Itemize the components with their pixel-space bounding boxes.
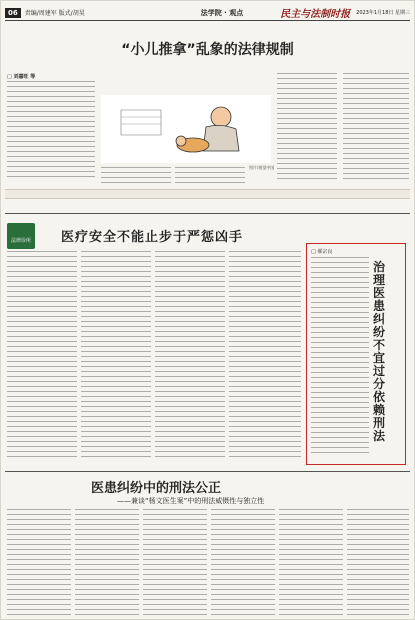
article3-text-col3: [143, 509, 207, 615]
article1-title: “小儿推拿”乱象的法律规制: [121, 42, 294, 58]
column-logo: 法律诊所: [7, 223, 35, 249]
article3-text-col5: [279, 509, 343, 615]
article1-text-col4: [277, 73, 337, 183]
article3-subtitle: ——兼谈“杨文医生案”中的刑法威慑性与独立性: [117, 497, 265, 505]
issue-date: 2023年1月18日 星期三: [356, 10, 410, 16]
article3-title: 医患纠纷中的刑法公正: [91, 481, 222, 496]
article2-title: 医疗安全不能止步于严惩凶手: [61, 230, 244, 245]
divider-2: [5, 471, 410, 472]
article3-text-col2: [75, 509, 139, 615]
article2-text-col3: [155, 251, 225, 461]
article3-text-col1: [7, 509, 71, 615]
article3-text-col4: [211, 509, 275, 615]
article1-text-col1: [7, 81, 95, 181]
article1-text-col2: [101, 167, 171, 183]
sidebar-author: □ 郝宗良: [311, 249, 333, 255]
article3-text-col6: [347, 509, 409, 615]
section-title: 法学院 · 观点: [200, 8, 244, 17]
article1-text-col3: [175, 167, 245, 183]
page-header: [5, 5, 410, 21]
editor-credit: 责编/周建军 版式/胡昊: [24, 10, 85, 17]
page-number: 06: [5, 8, 21, 18]
sidebar-text: [311, 257, 369, 457]
article1-text-col5: [343, 73, 409, 183]
article1-author: □ 刘嘉旺 等: [7, 74, 36, 80]
article2-text-col1: [7, 251, 77, 461]
editor-note: [5, 189, 410, 199]
divider-1: [5, 213, 410, 214]
article2-text-col4: [229, 251, 301, 461]
article1-illustration: [101, 95, 271, 163]
sidebar-title: 治理医患纠纷不宜过分依赖刑法: [373, 260, 386, 443]
illustration-caption: 图片/视觉中国: [249, 165, 275, 170]
article2-text-col2: [81, 251, 151, 461]
masthead: 民主与法制时报: [280, 9, 351, 20]
